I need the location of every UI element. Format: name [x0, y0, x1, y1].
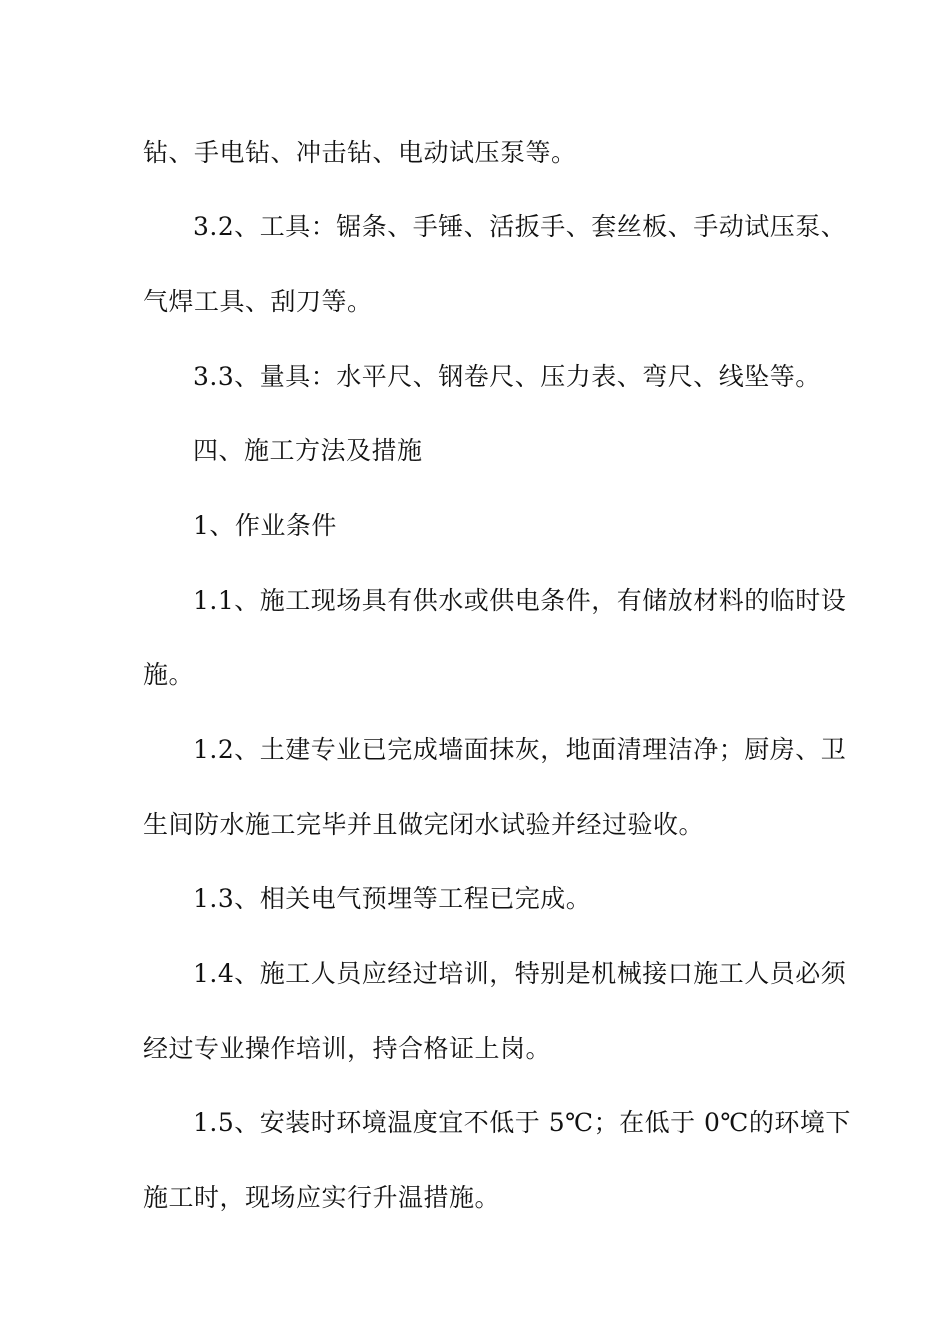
text-line: 3.3、量具：水平尺、钢卷尺、压力表、弯尺、线坠等。 — [193, 362, 821, 391]
section-heading: 四、施工方法及措施 — [193, 436, 423, 465]
text-line: 1.4、施工人员应经过培训，特别是机械接口施工人员必须 — [193, 959, 847, 988]
text-line: 生间防水施工完毕并且做完闭水试验并经过验收。 — [143, 810, 705, 839]
text-line: 3.2、工具：锯条、手锤、活扳手、套丝板、手动试压泵、 — [193, 212, 847, 241]
subsection-heading: 1、作业条件 — [193, 511, 337, 540]
text-line: 经过专业操作培训，持合格证上岗。 — [143, 1034, 552, 1063]
text-line: 1.2、土建专业已完成墙面抹灰，地面清理洁净；厨房、卫 — [193, 735, 847, 764]
text-line: 1.1、施工现场具有供水或供电条件，有储放材料的临时设 — [193, 586, 847, 615]
text-line: 1.3、相关电气预埋等工程已完成。 — [193, 884, 592, 913]
text-line: 气焊工具、刮刀等。 — [143, 287, 373, 316]
text-line: 钻、手电钻、冲击钻、电动试压泵等。 — [143, 138, 577, 167]
text-line: 施工时，现场应实行升温措施。 — [143, 1183, 501, 1212]
text-line: 施。 — [143, 660, 195, 689]
text-line: 1.5、安装时环境温度宜不低于 5℃；在低于 0℃的环境下 — [193, 1108, 851, 1137]
